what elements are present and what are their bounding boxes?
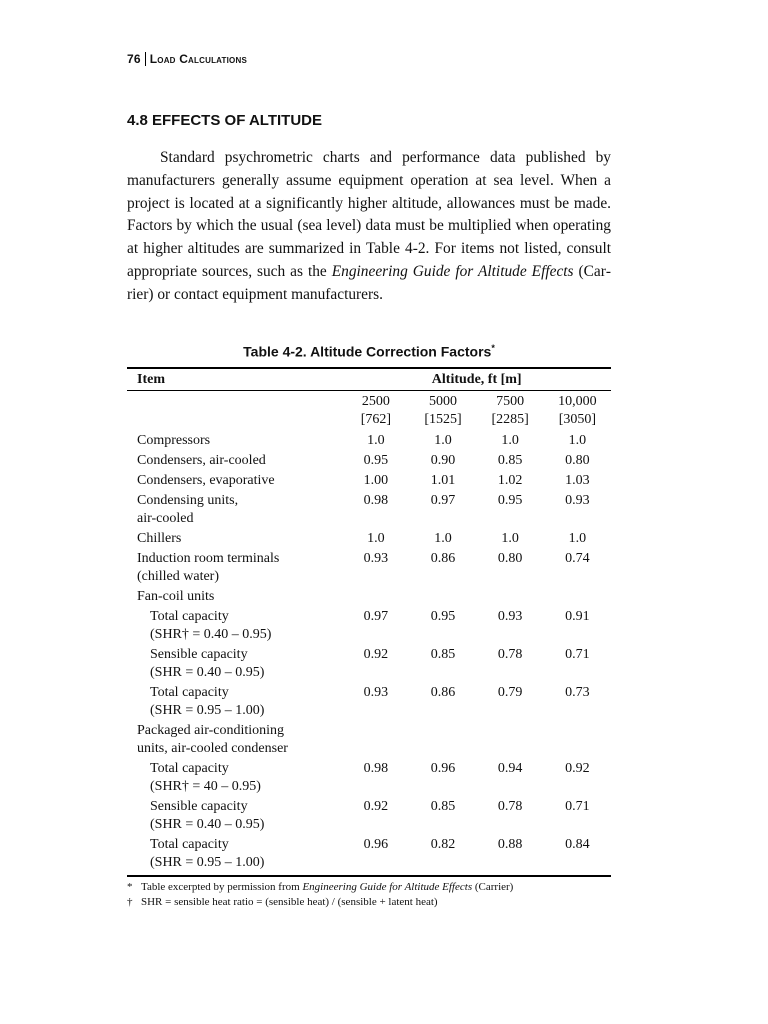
body-paragraph: [127, 147, 611, 307]
correction-factor-cell: 1.02: [497, 473, 523, 488]
correction-factor-cell: 0.86: [430, 551, 456, 566]
item-label: Total capacity: [150, 609, 229, 624]
correction-factor-cell: 0.78: [497, 647, 523, 662]
item-label-continued: (SHR = 0.95 – 1.00): [150, 703, 265, 718]
table-caption-footnote-mark: *: [491, 343, 495, 353]
paragraph-text-1: Standard psychrometric charts and performance data published by manufacturers generally assume equipment operation at sea level. When a project is located at a significantly higher altitude, allowances must be made. Factors by which the usual (sea level) data must be multiplied when operating at higher altitudes are summarized in Table 4-2. For items not listed, consult appropriate sources, such as the: [127, 149, 611, 280]
correction-factor-cell: 0.92: [565, 761, 590, 776]
correction-factor-cell: 0.90: [430, 453, 456, 468]
item-label: Condensers, air-cooled: [137, 453, 266, 468]
correction-factor-cell: 0.71: [565, 799, 590, 814]
item-label: Compressors: [137, 433, 211, 448]
table-header-row: [127, 368, 611, 391]
correction-factor-cell: 1.0: [434, 531, 452, 546]
footnote-permission: * Table excerpted by permission from Engineering Guide for Altitude Effects (Carrier): [127, 881, 514, 893]
running-title: Load Calculations: [149, 52, 247, 66]
correction-factor-cell: 0.88: [477, 835, 544, 876]
table-caption: [127, 343, 611, 360]
correction-factor-cell: 0.80: [565, 453, 590, 468]
table-row: [127, 431, 611, 451]
header-divider: [145, 52, 146, 66]
correction-factor-cell: 1.0: [501, 531, 519, 546]
table-item-cell: [127, 529, 342, 549]
correction-factor-cell: 0.98: [363, 761, 389, 776]
item-label-continued: (SHR† = 0.40 – 0.95): [150, 627, 272, 642]
correction-factor-cell: 0.96: [430, 761, 456, 776]
table-item-cell: [127, 683, 342, 721]
footnote-mark: †: [127, 896, 133, 908]
altitude-m-cell: [1525]: [424, 412, 462, 427]
column-header-altitude: Altitude, ft [m]: [342, 368, 611, 391]
altitude-m-row: [127, 411, 611, 431]
correction-factor-cell: 0.85: [430, 799, 456, 814]
correction-factor-cell: 0.73: [565, 685, 590, 700]
correction-factor-cell: 0.82: [409, 835, 476, 876]
table-row: [127, 529, 611, 549]
correction-factor-cell: [544, 721, 611, 759]
item-label: Total capacity: [150, 761, 229, 776]
item-label-continued: (chilled water): [137, 569, 220, 584]
page-number: 76: [127, 52, 141, 66]
table-row: [127, 471, 611, 491]
altitude-ft-cell: 10,000: [558, 394, 597, 409]
item-label-continued: (SHR = 0.40 – 0.95): [150, 665, 265, 680]
item-label-continued: (SHR† = 40 – 0.95): [150, 779, 261, 794]
table-row: [127, 587, 611, 607]
correction-factor-cell: 0.96: [342, 835, 409, 876]
correction-factor-cell: 1.00: [363, 473, 389, 488]
table-row: [127, 645, 611, 683]
correction-factor-cell: 0.86: [430, 685, 456, 700]
table-row: [127, 491, 611, 529]
table-item-cell: [127, 797, 342, 835]
footnote-shr: † SHR = sensible heat ratio = (sensible heat) / (sensible + latent heat): [127, 896, 438, 908]
correction-factor-cell: 1.01: [430, 473, 456, 488]
item-label: Fan-coil units: [137, 589, 215, 604]
item-label-continued: (SHR = 0.40 – 0.95): [150, 817, 265, 832]
item-label: Condensers, evaporative: [137, 473, 275, 488]
table-caption-text: Table 4-2. Altitude Correction Factors: [243, 343, 492, 360]
table-row: [127, 683, 611, 721]
correction-factor-cell: 1.0: [568, 531, 587, 546]
correction-factor-cell: 0.93: [363, 551, 389, 566]
correction-factor-cell: 0.93: [565, 493, 590, 508]
correction-factor-cell: 0.85: [497, 453, 523, 468]
table-row: [127, 759, 611, 797]
correction-factor-cell: 0.85: [430, 647, 456, 662]
correction-factor-cell: 1.0: [367, 531, 385, 546]
item-label: Condensing units,: [137, 493, 239, 508]
item-label: Packaged air-conditioning: [137, 723, 285, 738]
item-label-continued: (SHR = 0.95 – 1.00): [150, 855, 265, 870]
paragraph-italic-title: Engineering Guide for Altitude Effects: [331, 262, 574, 280]
altitude-ft-cell: 2500: [361, 394, 390, 409]
altitude-ft-cell: 5000: [428, 394, 457, 409]
paragraph-text-2: (Carrier) or contact equipment manufacturers.: [127, 262, 611, 303]
item-label: Chillers: [137, 531, 182, 546]
correction-factor-cell: [342, 587, 409, 607]
correction-factor-cell: 1.0: [434, 433, 452, 448]
table-item-cell: [127, 431, 342, 451]
altitude-ft-row: [127, 391, 611, 412]
table-row: [127, 721, 611, 759]
correction-factor-cell: 0.97: [363, 609, 389, 624]
correction-factor-cell: 0.95: [497, 493, 523, 508]
correction-factor-cell: 0.97: [430, 493, 456, 508]
table-row: [127, 549, 611, 587]
correction-factor-cell: 0.79: [497, 685, 523, 700]
correction-factor-cell: 0.98: [363, 493, 389, 508]
correction-factor-cell: 0.71: [565, 647, 590, 662]
column-header-item: Item: [127, 368, 342, 391]
correction-factor-cell: [477, 587, 544, 607]
table-row: [127, 797, 611, 835]
correction-factor-cell: [409, 587, 476, 607]
correction-factor-cell: 0.80: [497, 551, 523, 566]
section-heading: 4.8 EFFECTS OF ALTITUDE: [127, 112, 323, 129]
correction-factor-cell: 1.0: [568, 433, 587, 448]
altitude-m-cell: [2285]: [491, 412, 529, 427]
correction-factor-cell: [342, 721, 409, 759]
correction-factor-cell: 1.0: [501, 433, 519, 448]
correction-factor-cell: 0.84: [544, 835, 611, 876]
correction-factor-cell: 0.74: [565, 551, 590, 566]
table-item-cell: [127, 645, 342, 683]
altitude-m-cell: [3050]: [558, 412, 597, 427]
item-label-continued: air-cooled: [137, 511, 194, 526]
correction-factor-cell: 0.92: [363, 647, 389, 662]
correction-factor-cell: 0.94: [497, 761, 523, 776]
correction-factor-cell: [544, 587, 611, 607]
altitude-m-cell: [762]: [360, 412, 392, 427]
correction-factor-cell: [477, 721, 544, 759]
correction-factor-cell: 0.93: [363, 685, 389, 700]
altitude-correction-table: [127, 367, 611, 877]
table-item-cell: [127, 549, 342, 587]
table-item-cell: [127, 451, 342, 471]
correction-factor-cell: 1.0: [367, 433, 385, 448]
table-row: [127, 607, 611, 645]
table-item-cell: [127, 587, 342, 607]
item-label-continued: units, air-cooled condenser: [137, 741, 288, 756]
correction-factor-cell: 0.95: [363, 453, 389, 468]
item-label: Sensible capacity: [150, 647, 248, 662]
altitude-ft-cell: 7500: [496, 394, 525, 409]
correction-factor-cell: 0.93: [497, 609, 523, 624]
correction-factor-cell: 0.78: [497, 799, 523, 814]
table-item-cell: [127, 835, 342, 876]
item-label: Total capacity: [150, 685, 229, 700]
table-item-cell: [127, 491, 342, 529]
table-item-cell: [127, 759, 342, 797]
correction-factor-cell: [409, 721, 476, 759]
correction-factor-cell: 0.92: [363, 799, 389, 814]
table-row: [127, 451, 611, 471]
table-item-cell: [127, 471, 342, 491]
table-item-cell: [127, 607, 342, 645]
correction-factor-cell: 1.03: [565, 473, 590, 488]
correction-factor-cell: 0.91: [565, 609, 590, 624]
item-label: Sensible capacity: [150, 799, 248, 814]
running-head: [127, 52, 247, 66]
correction-factor-cell: 0.95: [430, 609, 456, 624]
footnote-mark: *: [127, 881, 133, 893]
item-label: Induction room terminals: [137, 551, 280, 566]
table-footnotes: [127, 880, 611, 910]
table-item-cell: [127, 721, 342, 759]
table-row: [127, 835, 611, 876]
item-label: Total capacity: [150, 837, 229, 852]
